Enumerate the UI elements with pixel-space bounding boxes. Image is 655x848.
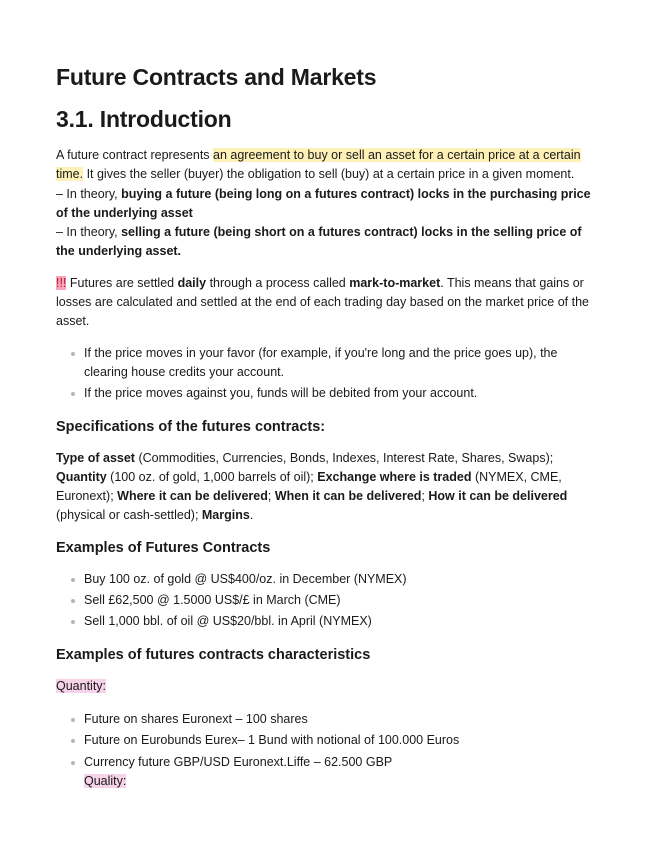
mtm-list [56,344,601,404]
list-item [84,753,601,792]
list-item-text: Currency future GBP/USD Euronext.Liffe – 62.500 GBP [84,754,393,769]
spec-type: Type of asset [56,450,135,465]
spec-text-1: (Commodities, Currencies, Bonds, Indexes, Interest Rate, Shares, Swaps); [134,450,554,465]
intro-text-tail: It gives the seller (buyer) the obligation to sell (buy) at a certain price in a given moment. [83,167,575,182]
spec-quantity: Quantity [56,469,107,484]
intro-line3-bold: selling a future (being short on a futures contract) locks in the selling price of the underlying asset. [56,225,582,259]
spec-text-5: ; [421,489,429,504]
spec-text-6: (physical or cash-settled); [56,508,202,523]
characteristics-list [56,710,601,791]
spec-margins: Margins [201,508,250,523]
specs-heading: Specifications of the futures contracts: [56,418,326,435]
intro-highlight: an agreement to buy or sell an asset for a certain price at a certain time. [56,148,581,182]
mtm-text-1: Futures are settled [66,275,178,290]
mtm-bold-daily: daily [177,275,207,290]
spec-when: When it can be delivered [274,489,422,504]
spec-text-2: (100 oz. of gold, 1,000 barrels of oil); [106,469,318,484]
quality-label: Quality: [84,773,127,788]
spec-how: How it can be delivered [428,489,568,504]
mtm-paragraph [56,274,601,332]
spec-where: Where it can be delivered [117,489,268,504]
spec-text-4: ; [267,489,275,504]
mtm-text-2: through a process called [206,275,350,290]
list-item: If the price moves against you, funds will be debited from your account. [84,384,601,403]
list-item: Sell £62,500 @ 1.5000 US$/£ in March (CME) [84,591,601,610]
intro-line2-bold: buying a future (being long on a futures contract) locks in the purchasing price of the underlying asset [56,186,591,220]
list-item: If the price moves in your favor (for example, if you're long and the price goes up), the clearing house credits your account. [84,344,601,383]
specs-paragraph [56,449,601,526]
warning-marker: !!! [56,275,67,290]
examples-heading: Examples of Futures Contracts [56,539,271,556]
list-item: Future on shares Euronext – 100 shares [84,710,601,729]
document-title: Future Contracts and Markets [56,64,377,90]
characteristics-heading: Examples of futures contracts characteristics [56,646,371,663]
spec-exchange: Exchange where is traded [317,469,472,484]
spec-text-3: (NYMEX, CME, Euronext); [56,469,562,504]
list-item: Buy 100 oz. of gold @ US$400/oz. in December (NYMEX) [84,570,601,589]
document-page [56,62,601,791]
intro-line3-prefix: – In theory, [56,225,122,240]
intro-text: A future contract represents [56,148,214,162]
list-item: Sell 1,000 bbl. of oil @ US$20/bbl. in April (NYMEX) [84,612,601,631]
mtm-bold-term: mark-to-market [349,275,441,290]
quantity-label: Quantity: [56,678,107,693]
mtm-text-3: . This means that gains or losses are calculated and settled at the end of each trading day based on the market price of the asset. [56,275,589,329]
quantity-paragraph [56,677,601,696]
examples-list [56,570,601,632]
spec-text-7: . [249,508,254,523]
section-heading: 3.1. Introduction [56,106,232,132]
list-item: Future on Eurobunds Eurex– 1 Bund with notional of 100.000 Euros [84,731,601,750]
intro-line2-prefix: – In theory, [56,186,122,201]
intro-paragraph [56,146,601,262]
